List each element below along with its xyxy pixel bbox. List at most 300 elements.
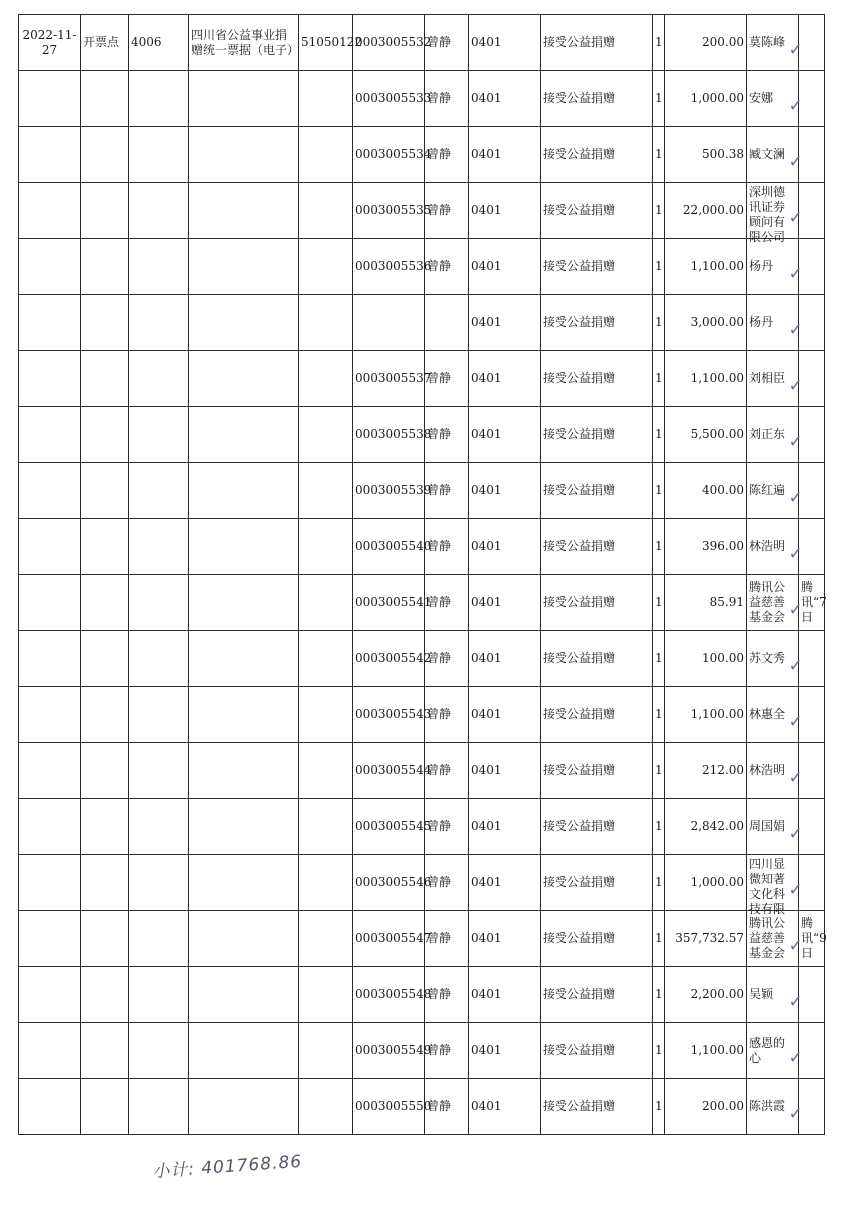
quantity-cell: 1 (653, 743, 665, 799)
donor-cell (747, 463, 799, 519)
amount-cell: 357,732.57 (665, 911, 747, 967)
checkmark-icon: ✓ (788, 39, 803, 60)
code-cell (129, 687, 189, 743)
invoice-type-cell (189, 71, 299, 127)
date-cell: 2022-11-27 (19, 15, 81, 71)
donor-name: 林惠全 (749, 707, 786, 721)
donor-name: 感恩的心 (749, 1035, 786, 1065)
quantity-cell: 1 (653, 15, 665, 71)
invoice-code-cell (299, 519, 353, 575)
invoice-type-cell (189, 631, 299, 687)
issuer-cell: 曾静 (425, 463, 469, 519)
invoice-code-cell (299, 239, 353, 295)
invoice-type-cell (189, 855, 299, 911)
note-cell (799, 183, 825, 239)
summary-cell: 接受公益捐赠 (541, 127, 653, 183)
account-code-cell: 0401 (469, 855, 541, 911)
type-cell (81, 575, 129, 631)
quantity-cell: 1 (653, 855, 665, 911)
quantity-cell: 1 (653, 631, 665, 687)
account-code-cell: 0401 (469, 687, 541, 743)
quantity-cell: 1 (653, 463, 665, 519)
invoice-number-cell: 0003005544 (353, 743, 425, 799)
quantity-cell: 1 (653, 519, 665, 575)
table-row (19, 687, 825, 743)
type-cell (81, 631, 129, 687)
donor-cell (747, 127, 799, 183)
invoice-code-cell (299, 463, 353, 519)
checkmark-icon: ✓ (788, 879, 803, 900)
donor-cell (747, 1079, 799, 1135)
handwritten-subtotal: 小计: 401768.86 (151, 1151, 303, 1183)
table-row (19, 463, 825, 519)
invoice-code-cell (299, 743, 353, 799)
code-cell (129, 183, 189, 239)
amount-cell: 1,100.00 (665, 1023, 747, 1079)
invoice-code-cell (299, 1079, 353, 1135)
summary-cell: 接受公益捐赠 (541, 71, 653, 127)
invoice-code-cell: 51050122 (299, 15, 353, 71)
table-row (19, 71, 825, 127)
note-cell (799, 407, 825, 463)
code-cell: 4006 (129, 15, 189, 71)
amount-cell: 200.00 (665, 1079, 747, 1135)
quantity-cell: 1 (653, 687, 665, 743)
table-row (19, 1023, 825, 1079)
issuer-cell: 曾静 (425, 967, 469, 1023)
table-row (19, 351, 825, 407)
invoice-number-cell: 0003005548 (353, 967, 425, 1023)
checkmark-icon: ✓ (788, 767, 803, 788)
invoice-number-cell: 0003005532 (353, 15, 425, 71)
donor-name: 陈洪霞 (749, 1099, 786, 1113)
donor-name: 杨丹 (749, 315, 774, 329)
type-cell (81, 183, 129, 239)
account-code-cell: 0401 (469, 295, 541, 351)
quantity-cell: 1 (653, 911, 665, 967)
date-cell (19, 855, 81, 911)
quantity-cell: 1 (653, 1079, 665, 1135)
invoice-code-cell (299, 1023, 353, 1079)
summary-cell: 接受公益捐赠 (541, 1079, 653, 1135)
code-cell (129, 295, 189, 351)
issuer-cell: 曾静 (425, 407, 469, 463)
invoice-type-cell: 四川省公益事业捐赠统一票据（电子） (189, 15, 299, 71)
table-row (19, 519, 825, 575)
summary-cell: 接受公益捐赠 (541, 855, 653, 911)
amount-cell: 200.00 (665, 15, 747, 71)
code-cell (129, 519, 189, 575)
code-cell (129, 743, 189, 799)
note-cell (799, 239, 825, 295)
type-cell (81, 351, 129, 407)
table-row (19, 911, 825, 967)
account-code-cell: 0401 (469, 183, 541, 239)
date-cell (19, 351, 81, 407)
invoice-code-cell (299, 295, 353, 351)
summary-cell: 接受公益捐赠 (541, 519, 653, 575)
donor-cell (747, 743, 799, 799)
code-cell (129, 407, 189, 463)
code-cell (129, 71, 189, 127)
donor-cell (747, 295, 799, 351)
amount-cell: 1,100.00 (665, 239, 747, 295)
note-cell (799, 351, 825, 407)
table-row (19, 967, 825, 1023)
amount-cell: 100.00 (665, 631, 747, 687)
date-cell (19, 463, 81, 519)
summary-cell: 接受公益捐赠 (541, 239, 653, 295)
invoice-number-cell: 0003005547 (353, 911, 425, 967)
amount-cell: 85.91 (665, 575, 747, 631)
summary-cell: 接受公益捐赠 (541, 631, 653, 687)
donor-name: 林浩明 (749, 539, 786, 553)
summary-cell: 接受公益捐赠 (541, 967, 653, 1023)
note-cell (799, 15, 825, 71)
note-cell (799, 127, 825, 183)
invoice-number-cell: 0003005534 (353, 127, 425, 183)
issuer-cell: 曾静 (425, 71, 469, 127)
donor-cell (747, 855, 799, 916)
amount-cell: 1,100.00 (665, 351, 747, 407)
donor-cell (747, 239, 799, 295)
checkmark-icon: ✓ (788, 487, 803, 508)
type-cell: 开票点 (81, 15, 129, 71)
note-text: 腾讯“7日 (801, 580, 827, 624)
invoice-number-cell: 0003005543 (353, 687, 425, 743)
invoice-code-cell (299, 911, 353, 967)
quantity-cell: 1 (653, 575, 665, 631)
donor-name: 莫陈峰 (749, 35, 786, 49)
note-cell (799, 575, 825, 631)
quantity-cell: 1 (653, 967, 665, 1023)
amount-cell: 5,500.00 (665, 407, 747, 463)
issuer-cell: 曾静 (425, 351, 469, 407)
quantity-cell: 1 (653, 1023, 665, 1079)
issuer-cell: 曾静 (425, 519, 469, 575)
amount-cell: 1,000.00 (665, 71, 747, 127)
note-cell (799, 1079, 825, 1135)
donor-name: 苏文秀 (749, 651, 786, 665)
checkmark-icon: ✓ (788, 319, 803, 340)
checkmark-icon: ✓ (788, 1047, 803, 1068)
donor-cell (747, 687, 799, 743)
note-cell (799, 855, 825, 911)
invoice-number-cell: 0003005535 (353, 183, 425, 239)
account-code-cell: 0401 (469, 407, 541, 463)
account-code-cell: 0401 (469, 799, 541, 855)
invoice-number-cell: 0003005537 (353, 351, 425, 407)
issuer-cell (425, 295, 469, 351)
invoice-number-cell: 0003005542 (353, 631, 425, 687)
amount-cell: 2,200.00 (665, 967, 747, 1023)
code-cell (129, 351, 189, 407)
note-cell (799, 71, 825, 127)
checkmark-icon: ✓ (788, 543, 803, 564)
table-row (19, 183, 825, 239)
invoice-type-cell (189, 519, 299, 575)
donor-cell (747, 967, 799, 1023)
type-cell (81, 1023, 129, 1079)
note-cell (799, 631, 825, 687)
type-cell (81, 743, 129, 799)
invoice-code-cell (299, 407, 353, 463)
quantity-cell: 1 (653, 407, 665, 463)
issuer-cell: 曾静 (425, 183, 469, 239)
note-cell (799, 463, 825, 519)
donor-name: 周国娟 (749, 819, 786, 833)
invoice-number-cell: 0003005545 (353, 799, 425, 855)
code-cell (129, 855, 189, 911)
note-text: 腾讯“9日 (801, 916, 827, 960)
summary-cell: 接受公益捐赠 (541, 183, 653, 239)
account-code-cell: 0401 (469, 71, 541, 127)
note-cell (799, 1023, 825, 1079)
invoice-number-cell: 0003005533 (353, 71, 425, 127)
checkmark-icon: ✓ (788, 431, 803, 452)
table-row (19, 407, 825, 463)
account-code-cell: 0401 (469, 1079, 541, 1135)
invoice-type-cell (189, 743, 299, 799)
summary-cell: 接受公益捐赠 (541, 687, 653, 743)
date-cell (19, 575, 81, 631)
invoice-type-cell (189, 295, 299, 351)
date-cell (19, 631, 81, 687)
invoice-code-cell (299, 183, 353, 239)
issuer-cell: 曾静 (425, 631, 469, 687)
invoice-code-cell (299, 687, 353, 743)
summary-cell: 接受公益捐赠 (541, 407, 653, 463)
checkmark-icon: ✓ (788, 823, 803, 844)
table-row (19, 799, 825, 855)
donor-name: 陈红遍 (749, 483, 786, 497)
summary-cell: 接受公益捐赠 (541, 295, 653, 351)
donor-cell (747, 71, 799, 127)
issuer-cell: 曾静 (425, 1079, 469, 1135)
invoice-type-cell (189, 127, 299, 183)
code-cell (129, 631, 189, 687)
type-cell (81, 295, 129, 351)
account-code-cell: 0401 (469, 239, 541, 295)
summary-cell: 接受公益捐赠 (541, 351, 653, 407)
invoice-type-cell (189, 351, 299, 407)
account-code-cell: 0401 (469, 575, 541, 631)
donor-cell (747, 575, 799, 631)
issuer-cell: 曾静 (425, 575, 469, 631)
invoice-number-cell: 0003005540 (353, 519, 425, 575)
issuer-cell: 曾静 (425, 127, 469, 183)
donor-name: 深圳德讯证券顾问有限公司 (749, 184, 786, 244)
invoice-type-cell (189, 799, 299, 855)
type-cell (81, 967, 129, 1023)
issuer-cell: 曾静 (425, 687, 469, 743)
code-cell (129, 967, 189, 1023)
summary-cell: 接受公益捐赠 (541, 15, 653, 71)
invoice-type-cell (189, 1079, 299, 1135)
summary-cell: 接受公益捐赠 (541, 799, 653, 855)
account-code-cell: 0401 (469, 519, 541, 575)
quantity-cell: 1 (653, 183, 665, 239)
invoice-type-cell (189, 239, 299, 295)
table-row (19, 127, 825, 183)
invoice-type-cell (189, 1023, 299, 1079)
code-cell (129, 911, 189, 967)
invoice-code-cell (299, 575, 353, 631)
issuer-cell: 曾静 (425, 743, 469, 799)
donor-cell (747, 519, 799, 575)
code-cell (129, 575, 189, 631)
summary-cell: 接受公益捐赠 (541, 743, 653, 799)
account-code-cell: 0401 (469, 967, 541, 1023)
donor-name: 杨丹 (749, 259, 774, 273)
invoice-number-cell: 0003005550 (353, 1079, 425, 1135)
date-cell (19, 295, 81, 351)
account-code-cell: 0401 (469, 911, 541, 967)
type-cell (81, 239, 129, 295)
donor-name: 吴颖 (749, 987, 774, 1001)
checkmark-icon: ✓ (788, 151, 803, 172)
issuer-cell: 曾静 (425, 1023, 469, 1079)
table-row (19, 1079, 825, 1135)
donor-cell (747, 407, 799, 463)
checkmark-icon: ✓ (788, 599, 803, 620)
code-cell (129, 1079, 189, 1135)
invoice-type-cell (189, 911, 299, 967)
date-cell (19, 1079, 81, 1135)
date-cell (19, 127, 81, 183)
type-cell (81, 687, 129, 743)
code-cell (129, 1023, 189, 1079)
summary-cell: 接受公益捐赠 (541, 575, 653, 631)
donor-cell (747, 183, 799, 244)
checkmark-icon: ✓ (788, 95, 803, 116)
type-cell (81, 71, 129, 127)
type-cell (81, 855, 129, 911)
table-row (19, 295, 825, 351)
checkmark-icon: ✓ (788, 711, 803, 732)
table-row (19, 743, 825, 799)
invoice-number-cell: 0003005536 (353, 239, 425, 295)
donor-name: 臧文澜 (749, 147, 786, 161)
quantity-cell: 1 (653, 127, 665, 183)
donor-cell (747, 631, 799, 687)
checkmark-icon: ✓ (788, 991, 803, 1012)
date-cell (19, 183, 81, 239)
table-row (19, 575, 825, 631)
donor-cell (747, 1023, 799, 1079)
table-row (19, 15, 825, 71)
account-code-cell: 0401 (469, 1023, 541, 1079)
type-cell (81, 799, 129, 855)
invoice-code-cell (299, 855, 353, 911)
issuer-cell: 曾静 (425, 855, 469, 911)
type-cell (81, 519, 129, 575)
invoice-code-cell (299, 799, 353, 855)
amount-cell: 400.00 (665, 463, 747, 519)
account-code-cell: 0401 (469, 463, 541, 519)
invoice-type-cell (189, 183, 299, 239)
account-code-cell: 0401 (469, 351, 541, 407)
amount-cell: 396.00 (665, 519, 747, 575)
amount-cell: 212.00 (665, 743, 747, 799)
issuer-cell: 曾静 (425, 799, 469, 855)
donation-ledger-table (18, 14, 825, 1135)
invoice-number-cell: 0003005549 (353, 1023, 425, 1079)
quantity-cell: 1 (653, 799, 665, 855)
amount-cell: 22,000.00 (665, 183, 747, 239)
issuer-cell: 曾静 (425, 911, 469, 967)
code-cell (129, 239, 189, 295)
type-cell (81, 127, 129, 183)
invoice-type-cell (189, 463, 299, 519)
amount-cell: 2,842.00 (665, 799, 747, 855)
donor-cell (747, 911, 799, 967)
donor-cell (747, 15, 799, 71)
type-cell (81, 463, 129, 519)
code-cell (129, 463, 189, 519)
invoice-number-cell (353, 295, 425, 351)
invoice-code-cell (299, 351, 353, 407)
code-cell (129, 799, 189, 855)
invoice-code-cell (299, 631, 353, 687)
checkmark-icon: ✓ (788, 375, 803, 396)
donor-name: 四川显微知著文化科技有限 (749, 856, 786, 916)
donor-name: 刘相臣 (749, 371, 786, 385)
table-row (19, 239, 825, 295)
quantity-cell: 1 (653, 71, 665, 127)
note-cell (799, 687, 825, 743)
invoice-number-cell: 0003005541 (353, 575, 425, 631)
invoice-number-cell: 0003005546 (353, 855, 425, 911)
donor-cell (747, 351, 799, 407)
checkmark-icon: ✓ (788, 1103, 803, 1124)
donor-name: 刘正东 (749, 427, 786, 441)
account-code-cell: 0401 (469, 631, 541, 687)
type-cell (81, 1079, 129, 1135)
summary-cell: 接受公益捐赠 (541, 463, 653, 519)
table-row (19, 855, 825, 911)
date-cell (19, 687, 81, 743)
donor-name: 腾讯公益慈善基金会 (749, 916, 786, 960)
invoice-code-cell (299, 967, 353, 1023)
invoice-code-cell (299, 71, 353, 127)
account-code-cell: 0401 (469, 743, 541, 799)
checkmark-icon: ✓ (788, 263, 803, 284)
donor-name: 安娜 (749, 91, 774, 105)
summary-cell: 接受公益捐赠 (541, 911, 653, 967)
summary-cell: 接受公益捐赠 (541, 1023, 653, 1079)
checkmark-icon: ✓ (788, 935, 803, 956)
type-cell (81, 911, 129, 967)
checkmark-icon: ✓ (788, 207, 803, 228)
date-cell (19, 239, 81, 295)
note-cell (799, 295, 825, 351)
quantity-cell: 1 (653, 295, 665, 351)
amount-cell: 500.38 (665, 127, 747, 183)
issuer-cell: 曾静 (425, 15, 469, 71)
issuer-cell: 曾静 (425, 239, 469, 295)
note-cell (799, 967, 825, 1023)
date-cell (19, 911, 81, 967)
amount-cell: 1,000.00 (665, 855, 747, 911)
date-cell (19, 743, 81, 799)
invoice-code-cell (299, 127, 353, 183)
invoice-type-cell (189, 407, 299, 463)
date-cell (19, 519, 81, 575)
note-cell (799, 911, 825, 967)
donor-cell (747, 799, 799, 855)
type-cell (81, 407, 129, 463)
